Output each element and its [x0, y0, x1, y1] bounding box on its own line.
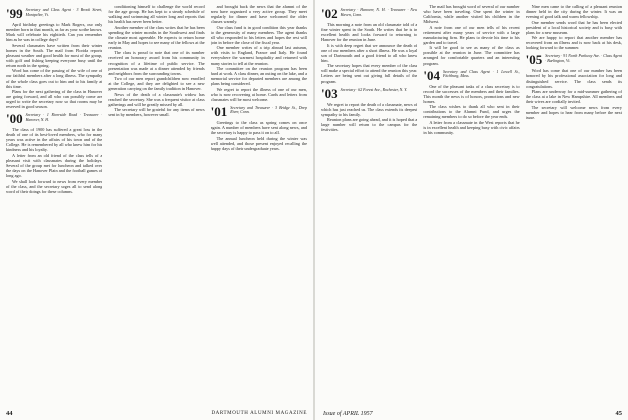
class-heading: [6, 8, 102, 20]
right-column-3: [526, 4, 622, 404]
class-note-paragraph: A letter from an old friend of the class tells of a pleasant visit with classmates during the holidays. Several of the group met for luncheon and talked over the days on the Hanover Plain and the football games of long ago.: [6, 153, 103, 179]
class-note-paragraph: The class of 1900 has suffered a great loss in the death of one of its best-loved members, who for many years was active in the affairs of his town and of the College. He is remembered by all who knew him for his kindness and his loyalty.: [6, 127, 103, 153]
class-heading: [321, 8, 417, 20]
class-officers: Secretary and Class Agent · 3 Brook Street, Montpelier, Vt.: [25, 8, 103, 17]
class-note-paragraph: We regret to report the death of a classmate, news of which has just reached us. The class extends its deepest sympathy to his family.: [321, 101, 418, 117]
issue-date: Issue of APRIL 1957: [323, 411, 373, 417]
class-note-paragraph: Plans are underway for a mid-summer gathering of the class at a lake in New Hampshire. All members and their wives are cordially invited.: [525, 89, 622, 105]
class-note-paragraph: This morning a note from an old classmate told of a fine winter spent in the South. He writes that he is in excellent health and looks forward to returning to Hanover for the reunion in June.: [321, 22, 418, 43]
class-note-paragraph: Nine men came to the calling of a pleasant reunion dinner held in the city during the winter. It was an evening of good talk and warm fellowship.: [525, 4, 622, 20]
class-note-paragraph: Another member of the class writes that he has been spending the winter months in the Southwest and finds the climate most agreeable. He expects to return home early in May and hopes to see many of the fellows at the reunion.: [108, 24, 205, 50]
left-page: [0, 0, 313, 420]
right-page-columns: [321, 4, 622, 404]
class-heading: [526, 54, 622, 66]
class-note-paragraph: and brought back the news that the alumni of the area have organized a very active group. They meet regularly for dinner and have welcomed the older classes warmly.: [210, 4, 307, 25]
class-heading: [423, 67, 520, 83]
class-heading: [6, 113, 102, 125]
class-note-paragraph: Two of our men report grandchildren now enrolled at the College, and they are delighted to see a new generation carrying on the family tradition in Hanover.: [108, 76, 205, 92]
class-note-paragraph: We regret to report the illness of one of our men, who is now recovering at home. Cards and letters from classmates will be most welcome.: [210, 86, 307, 102]
class-heading: [321, 85, 417, 101]
class-note-paragraph: The secretary will be grateful for any items of news sent in by members, however small.: [108, 107, 205, 118]
class-note-paragraph: We are happy to report that another member has recovered from an illness and is now back at his desk, looking forward to the summer.: [525, 35, 622, 51]
class-note-paragraph: The class wishes to thank all who sent in their contributions to the Alumni Fund, and urges the remaining members to do so before the year ends.: [423, 104, 520, 120]
class-note-paragraph: Plans for the next gathering of the class in Hanover are going forward, and all who can possibly come are urged to write the secretary now so that rooms may be reserved in good season.: [6, 89, 103, 110]
class-year: '00: [6, 111, 23, 127]
left-page-footer: [6, 407, 307, 417]
class-officers: Secretary · Hanover, N. H. · Treasurer · New Haven, Conn.: [340, 8, 418, 17]
right-page-footer: [321, 407, 622, 417]
class-officers: Secretary · 91 North Parkway Ave. · Class Agent · Burlington, Vt.: [545, 54, 622, 64]
class-year: '99: [6, 6, 23, 21]
left-page-columns: [6, 4, 307, 404]
class-note-paragraph: The class is proud to note that one of its number received an honorary award from his community in recognition of a lifetime of public service. The presentation was made at a dinner attended by friends and neighbors from the surrounding towns.: [108, 50, 205, 76]
left-column-1: [6, 4, 102, 404]
left-column-2: [108, 4, 204, 404]
class-note-paragraph: A letter from a classmate in the West reports that he is in excellent health and keeping busy with civic affairs in his community.: [423, 119, 520, 135]
class-year: '05: [525, 52, 543, 68]
class-note-paragraph: Our class fund is in good condition this year thanks to the generosity of many members. The agent thanks all who responded to his letters and hopes the rest will join in before the close of the fiscal year.: [210, 24, 307, 45]
class-note-paragraph: It is with deep regret that we announce the death of one of our members after a short illness. He was a loyal son of Dartmouth and a good friend to all who knew him.: [321, 42, 418, 63]
magazine-title: DARTMOUTH ALUMNI MAGAZINE: [211, 411, 307, 416]
class-note-paragraph: One member writes of a trip abroad last autumn, with visits to England, France and Italy. He found everywhere the warmest hospitality and returned with many stories to tell at the reunion.: [210, 45, 307, 66]
class-officers: Secretary · 1 Riverside Road · Treasurer · Hanover, N. H.: [25, 113, 103, 122]
class-officers: Secretary and Treasurer · 3 Bridge St., Deep River, Conn.: [230, 105, 307, 115]
class-note-paragraph: Word has come that one of our number has been honored by his professional association for long and distinguished service. The class sends its congratulations.: [525, 68, 622, 89]
class-note-paragraph: Word has come of the passing of the wife of one of our faithful members after a long illness. The sympathy of the whole class goes out to him and to his family at this time.: [6, 68, 103, 89]
class-note-paragraph: It will be good to see as many of the class as possible at the reunion in June. The committee has arranged for comfortable quarters and an interesting program.: [423, 45, 520, 66]
class-note-paragraph: News of the death of a classmate's widow has reached the secretary. She was a frequent visitor at class gatherings and will be greatly missed by all.: [108, 91, 205, 107]
class-note-paragraph: The secretary will welcome news from every member and hopes to hear from many before the next issue.: [525, 104, 622, 120]
class-note-paragraph: conditioning himself to challenge the world record for the age group. He has kept to a steady schedule of walking and swimming all winter long and reports that his health has never been better.: [108, 4, 205, 25]
left-column-3: [211, 4, 307, 404]
class-note-paragraph: The annual luncheon held during the winter was well attended, and those present enjoyed recalling the happy days of their undergraduate years.: [210, 135, 307, 151]
class-note-paragraph: Several classmates have written from their winter homes in the South. The mail from Florida reports pleasant weather and good health for most of the group, with golf and fishing keeping everyone busy until the return north in the spring.: [6, 42, 103, 68]
class-note-paragraph: One of the pleasant tasks of a class secretary is to record the successes of the members and their families. This month the news is of honors, promotions and new homes.: [423, 83, 520, 104]
class-year: '01: [210, 103, 228, 119]
class-officers: Secretary · 62 Forest Ave., Rochester, N. Y.: [340, 87, 408, 92]
class-note-paragraph: Reunion plans are going ahead, and it is hoped that a large number will return to the campus for the festivities.: [321, 117, 418, 133]
class-heading: [210, 103, 307, 119]
class-note-paragraph: The mail has brought word of several of our number who have been traveling. One spent the winter in California, while another visited his children in the Midwest.: [423, 4, 520, 25]
class-note-paragraph: The committee on the reunion program has been hard at work. A class dinner, an outing on the lake, and a memorial service for departed members are among the plans being considered.: [210, 66, 307, 87]
class-officers: Secretary and Class Agent · 1 Lowell St., Fitchburg, Mass.: [442, 69, 520, 79]
page-number: 45: [615, 410, 622, 417]
page-number: 44: [6, 410, 13, 417]
right-page: [315, 0, 628, 420]
class-note-paragraph: The secretary hopes that every member of the class will make a special effort to attend the reunion this year. Letters are being sent out giving full details of the program.: [321, 63, 418, 84]
class-year: '04: [423, 67, 440, 83]
class-note-paragraph: Greetings to the class as spring comes on once again. A number of members have sent along news, and the secretary is happy to pass it on to all.: [210, 119, 307, 135]
class-year: '02: [321, 6, 338, 21]
class-note-paragraph: April birthday greetings to Mark Rogers, our only member born in that month, as far as your scribe knows. Mark will celebrate his eightieth. Can you remember him as he was in college days?: [6, 22, 103, 43]
class-note-paragraph: We shall look forward to news from every member of the class, and the secretary urges all to send along word of their doings for these columns.: [6, 178, 103, 194]
class-year: '03: [321, 85, 338, 101]
right-column-2: [423, 4, 519, 404]
class-note-paragraph: A note from one of our men tells of his recent retirement after many years of service with a large manufacturing firm. He plans to devote his time to his garden and to travel.: [423, 24, 520, 45]
right-column-1: [321, 4, 417, 404]
class-note-paragraph: One member sends word that he has been elected president of a local historical society and is busy with plans for a new museum.: [525, 19, 622, 35]
